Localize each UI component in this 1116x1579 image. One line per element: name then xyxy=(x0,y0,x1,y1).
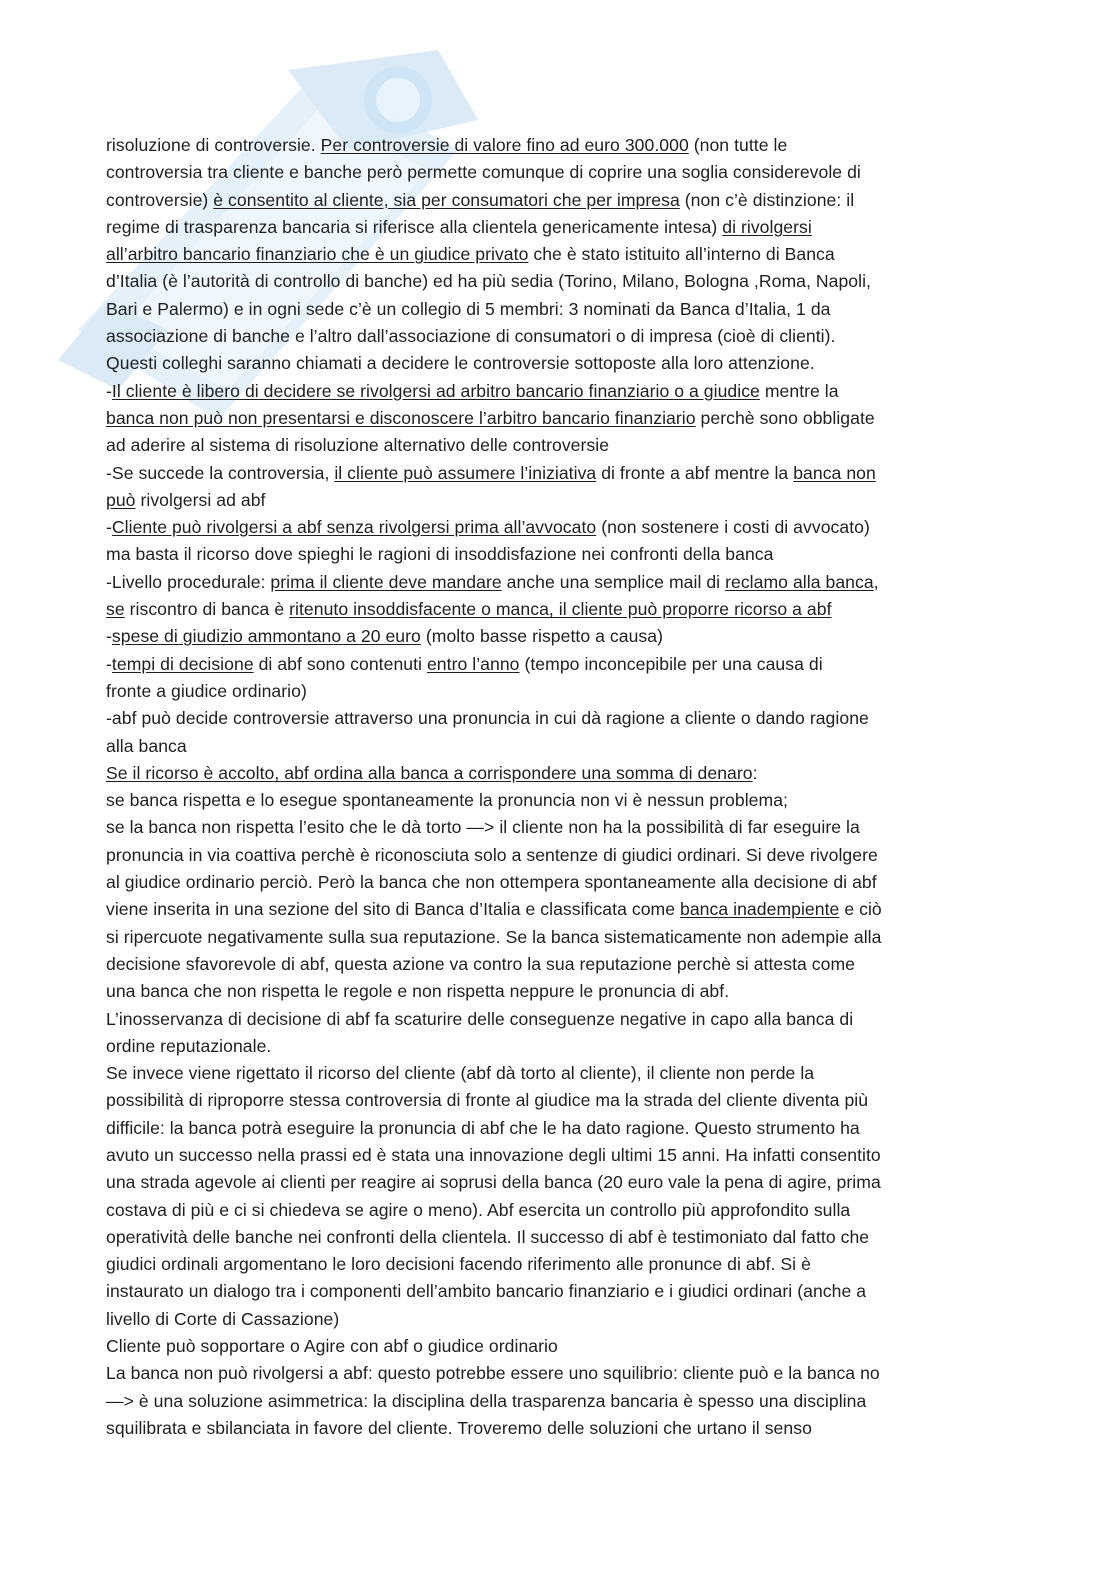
underlined-text: Cliente può rivolgersi a abf senza rivolgersi prima all’avvocato xyxy=(111,517,597,538)
text-line xyxy=(106,623,1006,650)
text-segment: costava di più e ci si chiedeva se agire o meno). Abf esercita un controllo più approfondito sulla xyxy=(106,1199,851,1220)
text-line xyxy=(106,405,1006,432)
text-line xyxy=(106,460,1006,487)
text-segment: Se invece viene rigettato il ricorso del cliente (abf dà torto al cliente), il cliente non perde la xyxy=(106,1063,815,1084)
text-segment: -Livello procedurale: xyxy=(106,571,271,592)
text-line xyxy=(106,596,1006,623)
text-segment: una banca che non rispetta le regole e non rispetta neppure le pronuncia di abf. xyxy=(106,981,730,1002)
text-line xyxy=(106,187,1006,214)
text-segment: fronte a giudice ordinario) xyxy=(106,680,307,701)
text-segment: anche una semplice mail di xyxy=(501,571,726,592)
underlined-text: spese di giudizio ammontano a 20 euro xyxy=(111,626,421,647)
text-line xyxy=(106,842,1006,869)
underlined-text: Il cliente è libero di decidere se rivolgersi ad arbitro bancario finanziario o a giudice xyxy=(111,380,760,401)
text-segment: riscontro di banca è xyxy=(124,599,290,620)
text-line xyxy=(106,1060,1006,1087)
text-segment: (tempo inconcepibile per una causa di xyxy=(519,653,823,674)
text-segment: che è stato istituito all’interno di Banca xyxy=(528,244,835,265)
text-segment: ordine reputazionale. xyxy=(106,1035,272,1056)
text-segment: di fronte a abf mentre la xyxy=(596,462,794,483)
text-segment: una strada agevole ai clienti per reagire ai soprusi della banca (20 euro vale la pena di agire, prima xyxy=(106,1172,881,1193)
text-line xyxy=(106,760,1006,787)
underlined-text: il cliente può assumere l’iniziativa xyxy=(334,462,597,483)
text-line xyxy=(106,350,1006,377)
text-line xyxy=(106,705,1006,732)
text-segment: Bari e Palermo) e in ogni sede c’è un collegio di 5 membri: 3 nominati da Banca d’Italia, 1 da xyxy=(106,298,831,319)
text-segment: e ciò xyxy=(839,899,882,920)
text-line xyxy=(106,1115,1006,1142)
text-segment: (molto basse rispetto a causa) xyxy=(420,626,663,647)
text-line xyxy=(106,869,1006,896)
text-line xyxy=(106,1278,1006,1305)
text-line xyxy=(106,1087,1006,1114)
text-line xyxy=(106,1360,1006,1387)
text-line xyxy=(106,1169,1006,1196)
text-line xyxy=(106,1006,1006,1033)
text-line xyxy=(106,1333,1006,1360)
text-segment: giudici ordinali argomentano le loro decisioni facendo riferimento alle pronunce di abf. Si è xyxy=(106,1254,811,1275)
text-line xyxy=(106,787,1006,814)
text-line xyxy=(106,541,1006,568)
underlined-text: reclamo alla banca xyxy=(725,571,874,592)
text-segment: instaurato un dialogo tra i componenti dell’ambito bancario finanziario e i giudici ordinari (anche a xyxy=(106,1281,867,1302)
text-line xyxy=(106,978,1006,1005)
text-segment: difficile: la banca potrà eseguire la pronuncia di abf che le ha dato ragione. Questo strumento ha xyxy=(106,1117,860,1138)
text-segment: La banca non può rivolgersi a abf: questo potrebbe essere uno squilibrio: cliente può e la banca no xyxy=(106,1363,880,1384)
text-segment: alla banca xyxy=(106,735,187,756)
underlined-text: Per controversie di valore fino ad euro 300.000 xyxy=(320,135,689,155)
text-segment: avuto un successo nella prassi ed è stata una innovazione degli ultimi 15 anni. Ha infatti consentito xyxy=(106,1144,881,1165)
text-segment: ad aderire al sistema di risoluzione alternativo delle controversie xyxy=(106,435,610,456)
text-segment: (non sostenere i costi di avvocato) xyxy=(596,517,870,538)
underlined-text: se xyxy=(106,599,125,620)
text-segment: livello di Corte di Cassazione) xyxy=(106,1308,340,1329)
text-segment: controversia tra cliente e banche però permette comunque di coprire una soglia considerevole di xyxy=(106,162,861,183)
text-segment: -abf può decide controversie attraverso una pronuncia in cui dà ragione a cliente o dando ragione xyxy=(106,708,869,729)
underlined-text: banca non xyxy=(793,462,876,483)
text-line xyxy=(106,132,1006,159)
text-segment: d’Italia (è l’autorità di controllo di banche) ed ha più sedia (Torino, Milano, Bologna ,Roma, Napoli, xyxy=(106,271,871,292)
text-segment: operatività delle banche nei confronti della clientela. Il successo di abf è testimoniato dal fatto che xyxy=(106,1226,870,1247)
underlined-text: Se il ricorso è accolto, abf ordina alla banca a corrispondere una somma di denaro xyxy=(106,762,753,783)
document-page xyxy=(106,132,1006,1442)
text-line xyxy=(106,487,1006,514)
text-segment: risoluzione di controversie. xyxy=(106,135,321,155)
text-segment: al giudice ordinario perciò. Però la banca che non ottempera spontaneamente alla decisione di abf xyxy=(106,872,877,893)
text-segment: - xyxy=(106,626,112,647)
underlined-text: di rivolgersi xyxy=(722,216,812,237)
underlined-text: prima il cliente deve mandare xyxy=(270,571,502,592)
text-line xyxy=(106,1415,1006,1442)
text-segment: (non tutte le xyxy=(688,135,788,155)
text-segment: : xyxy=(752,762,758,783)
text-segment: - xyxy=(106,517,112,538)
text-line xyxy=(106,651,1006,678)
text-line xyxy=(106,1224,1006,1251)
text-segment: ma basta il ricorso dove spieghi le ragioni di insoddisfazione nei confronti della banca xyxy=(106,544,774,565)
text-line xyxy=(106,514,1006,541)
text-line xyxy=(106,1142,1006,1169)
text-line xyxy=(106,924,1006,951)
text-line xyxy=(106,268,1006,295)
text-segment: - xyxy=(106,653,112,674)
underlined-text: banca inadempiente xyxy=(680,899,840,920)
text-segment: possibilità di riproporre stessa controversia di fronte al giudice ma la strada del cliente diventa più xyxy=(106,1090,869,1111)
underlined-text: banca non può non presentarsi e disconoscere l’arbitro bancario finanziario xyxy=(106,407,696,428)
text-segment: , xyxy=(873,571,879,592)
text-line xyxy=(106,814,1006,841)
underlined-text: è consentito al cliente, sia per consumatori che per impresa xyxy=(213,189,680,210)
text-segment: —> è una soluzione asimmetrica: la disciplina della trasparenza bancaria è spesso una disciplina xyxy=(106,1390,867,1411)
underlined-text: può xyxy=(106,489,136,510)
text-line xyxy=(106,896,1006,923)
text-segment: -Se succede la controversia, xyxy=(106,462,335,483)
text-line xyxy=(106,1251,1006,1278)
text-segment: di abf sono contenuti xyxy=(253,653,427,674)
text-segment: (non c’è distinzione: il xyxy=(679,189,855,210)
text-segment: decisione sfavorevole di abf, questa azione va contro la sua reputazione perchè si attesta come xyxy=(106,953,856,974)
text-segment: regime di trasparenza bancaria si riferisce alla clientela genericamente intesa) xyxy=(106,216,723,237)
text-segment: controversie) xyxy=(106,189,214,210)
text-line xyxy=(106,1388,1006,1415)
underlined-text: ritenuto insoddisfacente o manca, il cliente può proporre ricorso a abf xyxy=(289,599,832,620)
text-segment: associazione di banche e l’altro dall’associazione di consumatori o di impresa (cioè di clienti). xyxy=(106,326,836,347)
underlined-text: tempi di decisione xyxy=(111,653,254,674)
text-line xyxy=(106,159,1006,186)
text-line xyxy=(106,296,1006,323)
text-line xyxy=(106,432,1006,459)
underlined-text: all’arbitro bancario finanziario che è un giudice privato xyxy=(106,244,529,265)
text-line xyxy=(106,678,1006,705)
text-line xyxy=(106,733,1006,760)
text-line xyxy=(106,1197,1006,1224)
text-segment: rivolgersi ad abf xyxy=(135,489,266,510)
text-segment: L’inosservanza di decisione di abf fa scaturire delle conseguenze negative in capo alla banca di xyxy=(106,1008,854,1029)
text-line xyxy=(106,241,1006,268)
text-segment: viene inserita in una sezione del sito di Banca d’Italia e classificata come xyxy=(106,899,681,920)
text-line xyxy=(106,569,1006,596)
text-segment: si ripercuote negativamente sulla sua reputazione. Se la banca sistematicamente non adempie alla xyxy=(106,926,882,947)
text-segment: perchè sono obbligate xyxy=(695,407,875,428)
text-line xyxy=(106,1306,1006,1333)
text-line xyxy=(106,951,1006,978)
text-line xyxy=(106,1033,1006,1060)
text-segment: Questi colleghi saranno chiamati a decidere le controversie sottoposte alla loro attenzione. xyxy=(106,353,815,374)
text-line xyxy=(106,214,1006,241)
text-segment: pronuncia in via coattiva perchè è riconosciuta solo a sentenze di giudici ordinari. Si deve rivolgere xyxy=(106,844,878,865)
text-segment: - xyxy=(106,380,112,401)
text-segment: se la banca non rispetta l’esito che le dà torto —> il cliente non ha la possibilità di far eseguire la xyxy=(106,817,860,838)
underlined-text: entro l’anno xyxy=(426,653,520,674)
text-segment: se banca rispetta e lo esegue spontaneamente la pronuncia non vi è nessun problema; xyxy=(106,790,788,811)
text-segment: Cliente può sopportare o Agire con abf o giudice ordinario xyxy=(106,1336,558,1357)
text-segment: mentre la xyxy=(759,380,839,401)
text-line xyxy=(106,323,1006,350)
text-segment: squilibrata e sbilanciata in favore del cliente. Troveremo delle soluzioni che urtano il senso xyxy=(106,1417,812,1438)
text-line xyxy=(106,378,1006,405)
